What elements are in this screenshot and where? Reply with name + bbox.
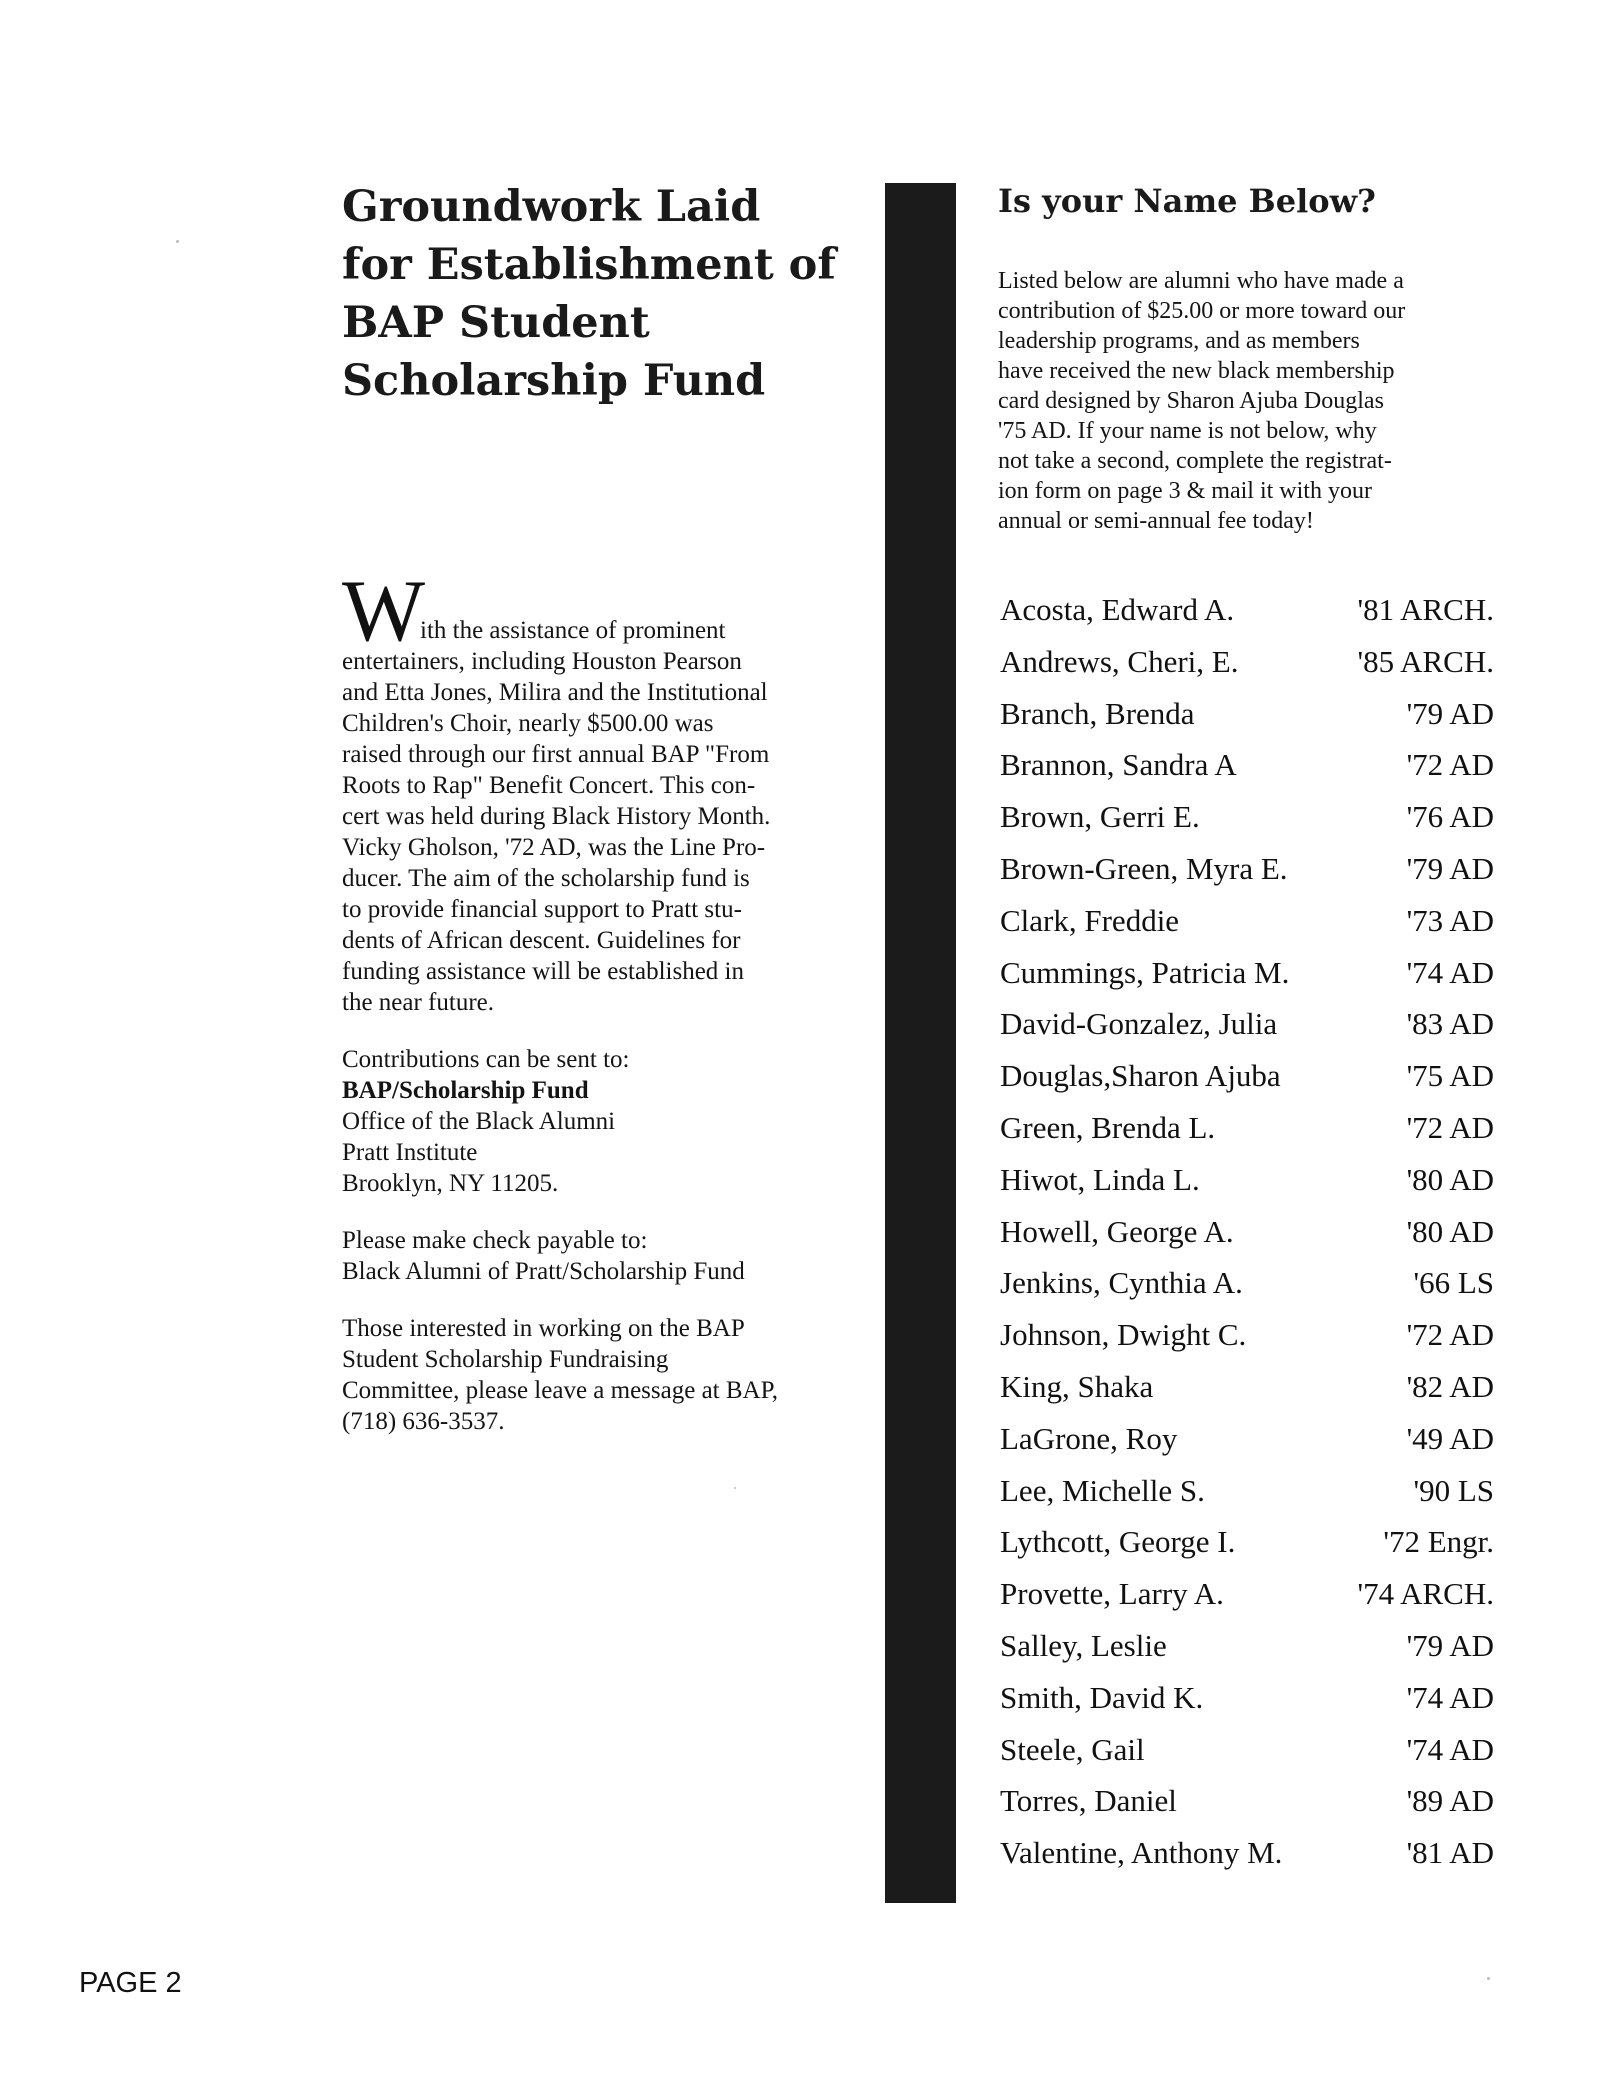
alumni-class-year: '90 LS [1413,1472,1494,1508]
alumni-class-year: '80 AD [1406,1161,1494,1197]
list-item [998,1833,1498,1885]
body-line: Those interested in working on the BAP [342,1315,745,1342]
article-body [342,575,862,1437]
alumni-class-year: '79 AD [1406,695,1494,731]
alumni-name: Clark, Freddie [1000,902,1180,938]
institute-line: Pratt Institute [342,1139,478,1166]
headline-line: Scholarship Fund [342,356,766,406]
list-item [998,642,1498,694]
list-item [998,1160,1498,1212]
body-line: ducer. The aim of the scholarship fund is [342,865,750,892]
alumni-class-year: '74 AD [1406,954,1494,990]
body-line: cert was held during Black History Month. [342,803,771,830]
list-item [998,1471,1498,1523]
contributions-intro: Contributions can be sent to: [342,1046,630,1073]
lead-paragraph [342,575,862,646]
list-item [998,694,1498,746]
page-number: PAGE 2 [79,1967,182,1999]
alumni-name: Valentine, Anthony M. [1000,1835,1283,1871]
alumni-class-year: '73 AD [1406,902,1494,938]
list-item [998,590,1498,642]
list-item [998,901,1498,953]
list-item [998,1626,1498,1678]
alumni-name: Smith, David K. [1000,1679,1204,1715]
alumni-name: Hiwot, Linda L. [1000,1161,1200,1197]
body-line: Committee, please leave a message at BAP, [342,1377,778,1404]
alumni-name: Lee, Michelle S. [1000,1472,1205,1508]
body-line: and Etta Jones, Milira and the Institutional [342,679,768,706]
list-item [998,1263,1498,1315]
alumni-class-year: '72 AD [1406,747,1494,783]
intro-line: leadership programs, and as members [998,328,1360,354]
body-line: funding assistance will be established in [342,958,745,985]
payable-paragraph [342,1225,862,1287]
body-line: Roots to Rap" Benefit Concert. This con- [342,772,756,799]
alumni-class-year: '75 AD [1406,1058,1494,1094]
intro-line: annual or semi-annual fee today! [998,508,1314,534]
alumni-name: Brown-Green, Myra E. [1000,850,1288,886]
list-item [998,1367,1498,1419]
intro-line: ion form on page 3 & mail it with your [998,478,1372,504]
list-item [998,1522,1498,1574]
alumni-name: Lythcott, George I. [1000,1524,1236,1560]
alumni-name: Johnson, Dwight C. [1000,1317,1247,1353]
list-item [998,1212,1498,1264]
alumni-name: Acosta, Edward A. [1000,592,1235,627]
list-item [998,1730,1498,1782]
alumni-class-year: '81 ARCH. [1357,592,1494,627]
body-line: ith the assistance of prominent [420,617,726,644]
alumni-name: Salley, Leslie [1000,1627,1167,1663]
contributions-paragraph [342,1044,862,1199]
alumni-class-year: '83 AD [1406,1006,1494,1042]
alumni-class-year: '74 AD [1406,1731,1494,1767]
intro-line: card designed by Sharon Ajuba Douglas [998,388,1384,414]
scan-speck [176,240,179,243]
scan-speck [1487,1977,1490,1980]
intro-line: contribution of $25.00 or more toward our [998,298,1406,324]
alumni-class-year: '74 ARCH. [1357,1576,1494,1612]
alumni-class-year: '72 Engr. [1383,1524,1494,1560]
list-item [998,745,1498,797]
alumni-name: Branch, Brenda [1000,695,1195,731]
intro-line: have received the new black membership [998,358,1395,384]
list-item [998,1056,1498,1108]
alumni-name: LaGrone, Roy [1000,1420,1178,1456]
sidebar-intro [998,266,1518,536]
alumni-name: David-Gonzalez, Julia [1000,1006,1278,1042]
alumni-name: Brown, Gerri E. [1000,799,1200,835]
alumni-name: Provette, Larry A. [1000,1576,1224,1612]
payable-intro: Please make check payable to: [342,1227,648,1254]
alumni-name: Cummings, Patricia M. [1000,954,1290,990]
list-item [998,1419,1498,1471]
list-item [998,1781,1498,1833]
alumni-class-year: '72 AD [1406,1109,1494,1145]
alumni-name: Steele, Gail [1000,1731,1145,1767]
alumni-class-year: '79 AD [1406,850,1494,886]
alumni-name: King, Shaka [1000,1368,1154,1404]
sidebar-title: Is your Name Below? [998,182,1376,220]
alumni-class-year: '76 AD [1406,799,1494,835]
body-line: raised through our first annual BAP "From [342,741,770,768]
intro-line: not take a second, complete the registrat- [998,448,1392,474]
alumni-class-year: '79 AD [1406,1627,1494,1663]
alumni-class-year: '72 AD [1406,1317,1494,1353]
body-line: (718) 636-3537. [342,1408,505,1435]
alumni-class-year: '85 ARCH. [1357,643,1494,679]
body-line: Student Scholarship Fundraising [342,1346,669,1373]
list-item [998,849,1498,901]
alumni-name: Green, Brenda L. [1000,1109,1216,1145]
alumni-class-year: '74 AD [1406,1679,1494,1715]
intro-line: Listed below are alumni who have made a [998,268,1404,294]
office-line: Office of the Black Alumni [342,1108,616,1135]
committee-paragraph [342,1313,862,1437]
drop-cap: W [342,563,426,660]
lead-paragraph-continued [342,646,862,1018]
headline-line: for Establishment of [342,240,836,290]
scan-speck [734,1487,736,1489]
body-line: Vicky Gholson, '72 AD, was the Line Pro- [342,834,766,861]
city-line: Brooklyn, NY 11205. [342,1170,559,1197]
alumni-name: Brannon, Sandra A [1000,747,1237,783]
list-item [998,1315,1498,1367]
list-item [998,1574,1498,1626]
alumni-class-year: '89 AD [1406,1783,1494,1819]
alumni-class-year: '82 AD [1406,1368,1494,1404]
article-headline [342,178,836,410]
headline-line: BAP Student [342,298,650,348]
alumni-class-year: '66 LS [1413,1265,1494,1301]
body-line: the near future. [342,989,495,1016]
body-line: to provide financial support to Pratt stu- [342,896,742,923]
alumni-name: Douglas,Sharon Ajuba [1000,1058,1281,1094]
alumni-list [998,590,1498,1885]
alumni-name: Howell, George A. [1000,1213,1234,1249]
list-item [998,797,1498,849]
alumni-name: Jenkins, Cynthia A. [1000,1265,1243,1301]
body-line: entertainers, including Houston Pearson [342,648,742,675]
headline-line: Groundwork Laid [342,182,761,232]
list-item [998,953,1498,1005]
intro-line: '75 AD. If your name is not below, why [998,418,1377,444]
alumni-class-year: '49 AD [1406,1420,1494,1456]
payee-line: Black Alumni of Pratt/Scholarship Fund [342,1258,745,1285]
body-line: dents of African descent. Guidelines for [342,927,741,954]
list-item [998,1108,1498,1160]
body-line: Children's Choir, nearly $500.00 was [342,710,714,737]
fund-name: BAP/Scholarship Fund [342,1077,589,1104]
alumni-class-year: '81 AD [1406,1835,1494,1871]
list-item [998,1004,1498,1056]
list-item [998,1678,1498,1730]
alumni-class-year: '80 AD [1406,1213,1494,1249]
alumni-name: Andrews, Cheri, E. [1000,643,1239,679]
column-divider-bar [885,183,956,1903]
alumni-name: Torres, Daniel [1000,1783,1177,1819]
